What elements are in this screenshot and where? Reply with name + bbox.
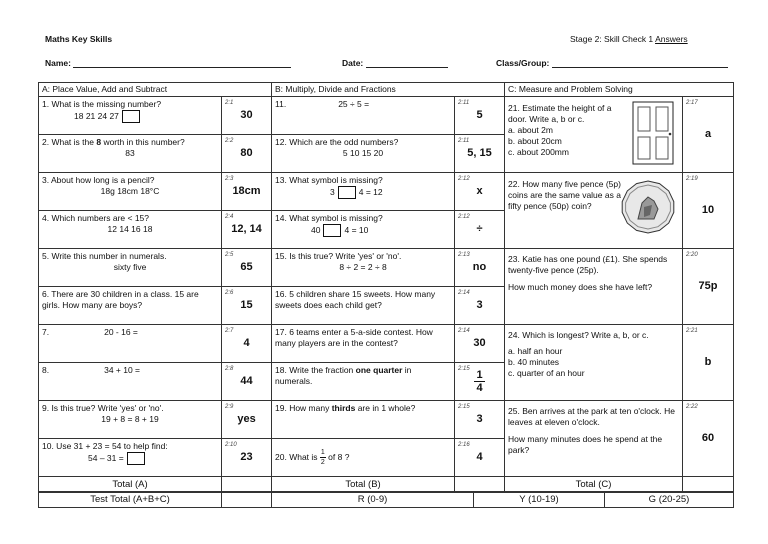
worksheet-title: Maths Key Skills	[45, 34, 113, 44]
symbol-box[interactable]	[338, 186, 356, 199]
class-label: Class/Group:	[496, 58, 550, 68]
question-16: 16. 5 children share 15 sweets. How many sweets does each child get?	[272, 287, 455, 325]
fraction-answer: $\frac{1}{4}$	[476, 369, 483, 394]
band-green: G (20-25)	[605, 492, 734, 508]
question-14: 14. What symbol is missing? 40 4 = 10	[272, 211, 455, 249]
answer-2: 2:2 80	[222, 135, 272, 173]
answer-box[interactable]	[122, 110, 140, 123]
total-a-label: Total (A)	[39, 477, 222, 493]
answer-24: 2:21 b	[683, 325, 734, 401]
question-15: 15. Is this true? Write 'yes' or 'no'. 8 ÷ 2 = 2 ÷ 8	[272, 249, 455, 287]
fifty-pence-coin-icon	[620, 179, 676, 235]
answer-11: 2:11 5	[455, 97, 505, 135]
section-b-header: B: Multiply, Divide and Fractions	[272, 83, 505, 97]
section-c-header: C: Measure and Problem Solving	[505, 83, 734, 97]
answer-16: 2:14 3	[455, 287, 505, 325]
date-field[interactable]	[342, 58, 448, 68]
answer-18: 2:15 $\frac{1}{4}$	[455, 363, 505, 401]
date-line[interactable]	[366, 58, 448, 68]
question-17: 17. 6 teams enter a 5-a-side contest. How many players are in the contest?	[272, 325, 455, 363]
class-line[interactable]	[552, 58, 728, 68]
question-18: 18. Write the fraction one quarter in numerals.	[272, 363, 455, 401]
date-label: Date:	[342, 58, 364, 68]
question-25: 25. Ben arrives at the park at ten o'clock. He leaves at eleven o'clock. How many minutes does he spend at the park?	[505, 401, 683, 477]
test-total-box[interactable]	[222, 492, 272, 508]
answer-25: 2:22 60	[683, 401, 734, 477]
stage-text: Stage 2: Skill Check 1	[570, 34, 654, 44]
question-13: 13. What symbol is missing? 3 4 = 12	[272, 173, 455, 211]
answer-9: 2:9 yes	[222, 401, 272, 439]
question-11: 11. 25 ÷ 5 =	[272, 97, 455, 135]
skill-check-table	[38, 82, 734, 493]
answer-7: 2:7 4	[222, 325, 272, 363]
fraction-half: $\frac{1}{2}$	[320, 449, 325, 466]
answer-4: 2:4 12, 14	[222, 211, 272, 249]
answer-22: 2:19 10	[683, 173, 734, 249]
name-field[interactable]	[45, 58, 291, 68]
band-red: R (0-9)	[272, 492, 474, 508]
answer-3: 2:3 18cm	[222, 173, 272, 211]
answer-23: 2:20 75p	[683, 249, 734, 325]
answer-15: 2:13 no	[455, 249, 505, 287]
question-12: 12. Which are the odd numbers? 5 10 15 20	[272, 135, 455, 173]
answer-8: 2:8 44	[222, 363, 272, 401]
question-23: 23. Katie has one pound (£1). She spends twenty-five pence (25p). How much money does she have left?	[505, 249, 683, 325]
question-10: 10. Use 31 + 23 = 54 to help find: 54 – 31 =	[39, 439, 222, 477]
question-20: 20. What is $\frac{1}{2}$ of 8 ?	[272, 439, 455, 477]
symbol-box[interactable]	[323, 224, 341, 237]
answer-5: 2:5 65	[222, 249, 272, 287]
answers-label: Answers	[655, 34, 688, 44]
answer-14: 2:12 ÷	[455, 211, 505, 249]
question-3: 3. About how long is a pencil? 18g 18cm 18°C	[39, 173, 222, 211]
band-yellow: Y (10-19)	[474, 492, 605, 508]
question-19: 19. How many thirds are in 1 whole?	[272, 401, 455, 439]
answer-17: 2:14 30	[455, 325, 505, 363]
answer-13: 2:12 x	[455, 173, 505, 211]
answer-19: 2:15 3	[455, 401, 505, 439]
answer-10: 2:10 23	[222, 439, 272, 477]
summary-table	[38, 491, 734, 508]
question-9: 9. Is this true? Write 'yes' or 'no'. 19 + 8 = 8 + 19	[39, 401, 222, 439]
name-line[interactable]	[73, 58, 291, 68]
stage-label	[570, 34, 688, 44]
question-6: 6. There are 30 children in a class. 15 are girls. How many are boys?	[39, 287, 222, 325]
question-1: 1. What is the missing number? 18 21 24 27	[39, 97, 222, 135]
answer-1: 2:1 30	[222, 97, 272, 135]
question-4: 4. Which numbers are < 15? 12 14 16 18	[39, 211, 222, 249]
answer-20: 2:16 4	[455, 439, 505, 477]
total-c-label: Total (C)	[505, 477, 683, 493]
total-b-label: Total (B)	[272, 477, 455, 493]
answer-6: 2:6 15	[222, 287, 272, 325]
question-5: 5. Write this number in numerals. sixty five	[39, 249, 222, 287]
name-label: Name:	[45, 58, 71, 68]
question-24: 24. Which is longest? Write a, b, or c. a. half an hour b. 40 minutes c. quarter of an hour	[505, 325, 683, 401]
door-icon	[632, 101, 674, 165]
test-total-label: Test Total (A+B+C)	[39, 492, 222, 508]
answer-21: 2:17 a	[683, 97, 734, 173]
class-field[interactable]	[496, 58, 728, 68]
question-22: 22. How many five pence (5p) coins are the same value as a fifty pence (50p) coin?	[505, 173, 683, 249]
question-7: 7. 20 - 16 =	[39, 325, 222, 363]
question-21: 21. Estimate the height of a door. Write a, b or c. a. about 2m b. about 20cm c. about 200mm	[505, 97, 683, 173]
question-8: 8. 34 + 10 =	[39, 363, 222, 401]
answer-box[interactable]	[127, 452, 145, 465]
answer-12: 2:11 5, 15	[455, 135, 505, 173]
question-2: 2. What is the 8 worth in this number? 83	[39, 135, 222, 173]
section-a-header: A: Place Value, Add and Subtract	[39, 83, 272, 97]
